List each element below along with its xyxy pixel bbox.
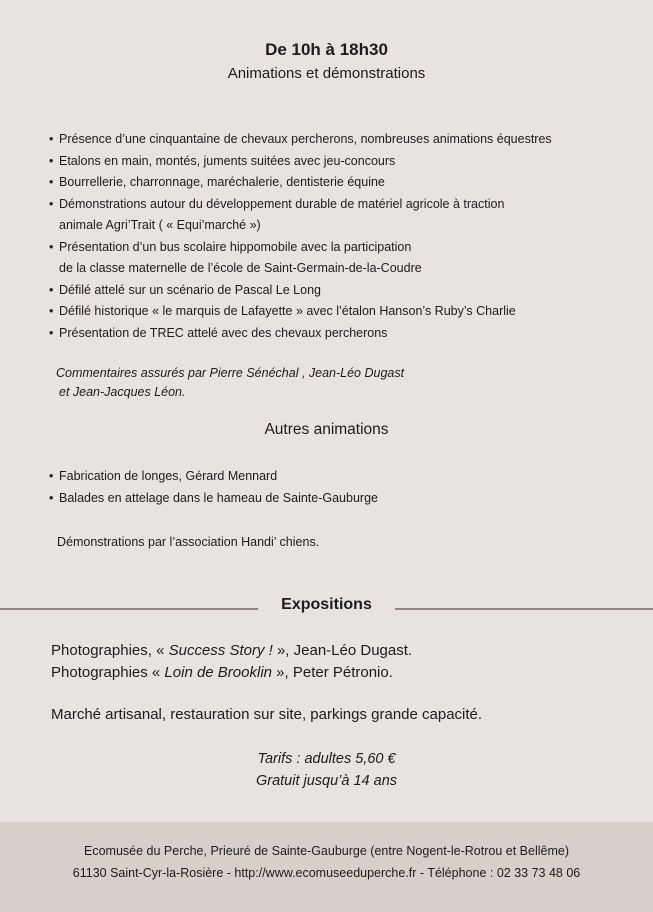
page-title-time: De 10h à 18h30 [265,40,388,59]
autres-animations-title: Autres animations [264,421,389,438]
tarif-gratuit: Gratuit jusqu’à 14 ans [255,773,398,789]
list-item: • Présentation de TREC attelé avec des chevaux percherons [49,323,629,345]
list-item: • Balades en attelage dans le hameau de Sainte-Gauburge [49,488,629,510]
tarifs [0,748,653,792]
photo-exhibit-2: Photographies « Loin de Brooklin », Peter Pétronio. [51,664,393,681]
expositions-title: Expositions [281,596,372,613]
list-item: • Démonstrations autour du développement durable de matériel agricole à traction animale Agri’Trait ( « Equi’marché ») [49,194,629,237]
footer-address: Ecomusée du Perche, Prieuré de Sainte-Gauburge (entre Nogent-le-Rotrou et Bellême) [84,844,569,858]
autres-animations-list [49,466,629,509]
tarif-adultes: Tarifs : adultes 5,60 € [257,751,396,767]
list-item: • Bourrellerie, charronnage, maréchalerie, dentisterie équine [49,172,629,194]
footer-contact: 61130 Saint-Cyr-la-Rosière - http://www.ecomuseeduperche.fr - Téléphone : 02 33 73 48 06 [72,866,581,880]
photo-exhibit-1: Photographies, « Success Story ! », Jean-Léo Dugast. [51,642,413,659]
list-item: • Fabrication de longes, Gérard Mennard [49,466,629,488]
list-item: • Défilé attelé sur un scénario de Pascal Le Long [49,280,629,302]
divider-right [395,608,653,610]
list-item: • Présentation d’un bus scolaire hippomobile avec la participation de la classe maternelle de l’école de Saint-Germain-de-la-Coudre [49,237,629,280]
marche-info: Marché artisanal, restauration sur site, parkings grande capacité. [51,706,483,723]
page-subtitle: Animations et démonstrations [227,65,426,82]
divider-left [0,608,258,610]
animations-list [49,129,629,344]
commentators-note: Commentaires assurés par Pierre Sénéchal , Jean-Léo Dugast et Jean-Jacques Léon. [56,366,405,399]
photographies-list [51,640,412,684]
list-item: • Etalons en main, montés, juments suitées avec jeu-concours [49,151,629,173]
list-item: • Présence d’une cinquantaine de chevaux percherons, nombreuses animations équestres [49,129,629,151]
footer [0,822,653,912]
list-item: • Défilé historique « le marquis de Lafayette » avec l’étalon Hanson’s Ruby’s Charlie [49,301,629,323]
handi-chiens-note: Démonstrations par l’association Handi’ chiens. [57,535,320,549]
